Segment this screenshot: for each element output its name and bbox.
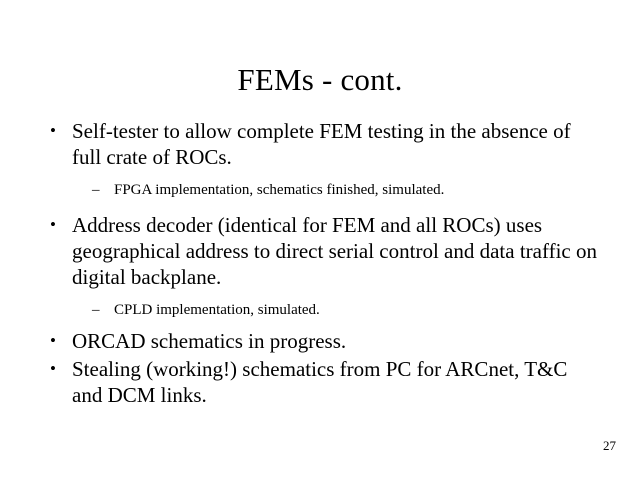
- dash-marker-icon: –: [92, 182, 100, 198]
- list-item: [44, 118, 600, 170]
- bullet-marker-icon: •: [50, 215, 56, 234]
- list-item: [44, 180, 600, 200]
- bullet-marker-icon: •: [50, 359, 56, 378]
- list-item: [44, 300, 600, 320]
- bullet-marker-icon: •: [50, 331, 56, 350]
- list-item-text: Address decoder (identical for FEM and all ROCs) uses geographical address to direct serial control and data traffic on digital backplane.: [72, 213, 597, 289]
- spacer: [44, 320, 600, 328]
- list-item-text: ORCAD schematics in progress.: [72, 329, 347, 353]
- spacer: [44, 292, 600, 300]
- spacer: [44, 200, 600, 212]
- spacer: [44, 172, 600, 180]
- dash-marker-icon: –: [92, 302, 100, 318]
- bullet-marker-icon: •: [50, 121, 56, 140]
- list-item: [44, 328, 600, 354]
- list-item: [44, 212, 600, 290]
- list-item-text: Stealing (working!) schematics from PC for ARCnet, T&C and DCM links.: [72, 357, 568, 407]
- page-number: 27: [603, 438, 616, 453]
- page-title: FEMs - cont.: [237, 62, 403, 97]
- list-item-text: CPLD implementation, simulated.: [114, 302, 320, 318]
- list-item: [44, 356, 600, 408]
- slide-body: [44, 118, 600, 410]
- list-item-text: Self-tester to allow complete FEM testing in the absence of full crate of ROCs.: [72, 119, 571, 169]
- list-item-text: FPGA implementation, schematics finished, simulated.: [114, 182, 445, 198]
